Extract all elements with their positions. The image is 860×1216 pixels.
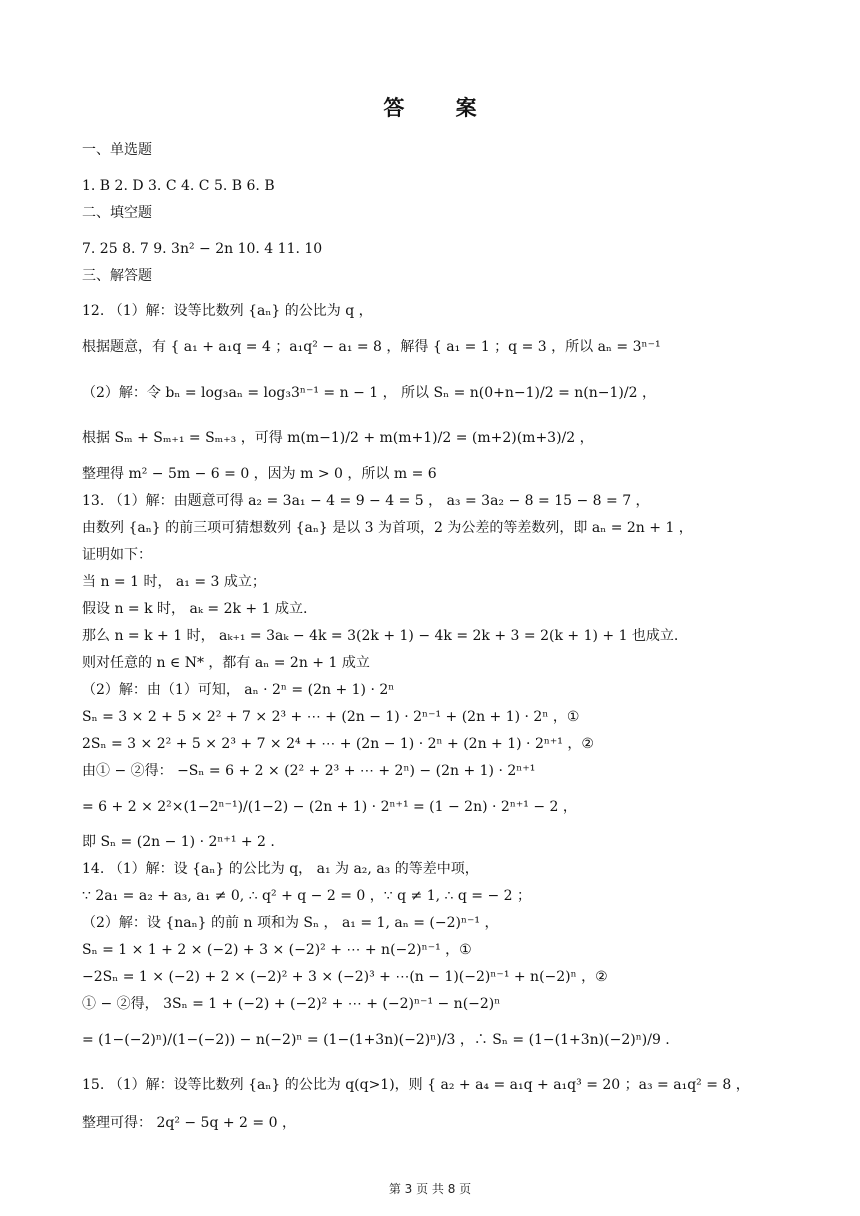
solution-line: ∵ 2a₁ = a₂ + a₃, a₁ ≠ 0, ∴ q² + q − 2 = 0 ，∵ q ≠ 1, ∴ q = − 2 ； bbox=[82, 888, 531, 904]
solution-line: 由数列 {aₙ} 的前三项可猜想数列 {aₙ} 是以 3 为首项，2 为公差的等差数列，即 aₙ = 2n + 1 ， bbox=[82, 520, 693, 536]
solution-line: 13. （1）解：由题意可得 a₂ = 3a₁ − 4 = 9 − 4 = 5 ， a₃ = 3a₂ − 8 = 15 − 8 = 7 ， bbox=[82, 493, 650, 509]
solution-line: 则对任意的 n ∈ N* ，都有 aₙ = 2n + 1 成立 bbox=[82, 655, 370, 671]
solution-line: （2）解：令 bₙ = log₃aₙ = log₃3ⁿ⁻¹ = n − 1 ， 所以 Sₙ = n(0+n−1)/2 = n(n−1)/2 ， bbox=[82, 385, 656, 401]
solution-line: 证明如下： bbox=[82, 547, 152, 563]
solution-line: 2Sₙ = 3 × 2² + 5 × 2³ + 7 × 2⁴ + ⋯ + (2n − 1) · 2ⁿ + (2n + 1) · 2ⁿ⁺¹ ，② bbox=[82, 736, 594, 752]
solution-line: 根据 Sₘ + Sₘ₊₁ = Sₘ₊₃ ，可得 m(m−1)/2 + m(m+1)/2 = (m+2)(m+3)/2 ， bbox=[82, 430, 594, 446]
section-heading: 三、解答题 bbox=[82, 268, 152, 284]
solution-line: （2）解：设 {naₙ} 的前 n 项和为 Sₙ ， a₁ = 1, aₙ = (−2)ⁿ⁻¹ ， bbox=[82, 915, 499, 931]
solution-line: Sₙ = 1 × 1 + 2 × (−2) + 3 × (−2)² + ⋯ + n(−2)ⁿ⁻¹ ，① bbox=[82, 942, 472, 958]
solution-line: 整理可得： 2q² − 5q + 2 = 0 ， bbox=[82, 1115, 296, 1131]
answer-line: 7. 25 8. 7 9. 3n² − 2n 10. 4 11. 10 bbox=[82, 241, 323, 257]
solution-line: ① − ②得， 3Sₙ = 1 + (−2) + (−2)² + ⋯ + (−2)ⁿ⁻¹ − n(−2)ⁿ bbox=[82, 996, 501, 1012]
page-title: 答 案 bbox=[383, 96, 499, 120]
solution-line: 12. （1）解：设等比数列 {aₙ} 的公比为 q ， bbox=[82, 303, 373, 319]
page-footer: 第 3 页 共 8 页 bbox=[388, 1182, 472, 1196]
solution-line: （2）解：由（1）可知， aₙ · 2ⁿ = (2n + 1) · 2ⁿ bbox=[82, 682, 395, 698]
section-heading: 一、单选题 bbox=[82, 142, 152, 158]
solution-line: 根据题意，有 { a₁ + a₁q = 4 ；a₁q² − a₁ = 8 ，解得 { a₁ = 1 ；q = 3 ，所以 aₙ = 3ⁿ⁻¹ bbox=[82, 339, 661, 355]
answer-line: 1. B 2. D 3. C 4. C 5. B 6. B bbox=[82, 178, 275, 194]
solution-line: = 6 + 2 × 2²×(1−2ⁿ⁻¹)/(1−2) − (2n + 1) · 2ⁿ⁺¹ = (1 − 2n) · 2ⁿ⁺¹ − 2 ， bbox=[82, 799, 577, 815]
solution-line: 那么 n = k + 1 时， aₖ₊₁ = 3aₖ − 4k = 3(2k + 1) − 4k = 2k + 3 = 2(k + 1) + 1 也成立. bbox=[82, 628, 679, 644]
solution-line: 整理得 m² − 5m − 6 = 0 ，因为 m > 0 ，所以 m = 6 bbox=[82, 466, 437, 482]
solution-line: 假设 n = k 时， aₖ = 2k + 1 成立. bbox=[82, 601, 308, 617]
solution-line: = (1−(−2)ⁿ)/(1−(−2)) − n(−2)ⁿ = (1−(1+3n)(−2)ⁿ)/3 ，∴ Sₙ = (1−(1+3n)(−2)ⁿ)/9 . bbox=[82, 1032, 670, 1048]
solution-line: 14. （1）解：设 {aₙ} 的公比为 q， a₁ 为 a₂, a₃ 的等差中项， bbox=[82, 861, 479, 877]
solution-line: 当 n = 1 时， a₁ = 3 成立； bbox=[82, 574, 266, 590]
solution-line: 15. （1）解：设等比数列 {aₙ} 的公比为 q(q>1)，则 { a₂ + a₄ = a₁q + a₁q³ = 20 ；a₃ = a₁q² = 8 ， bbox=[82, 1077, 750, 1093]
solution-line: 由① − ②得： −Sₙ = 6 + 2 × (2² + 2³ + ⋯ + 2ⁿ) − (2n + 1) · 2ⁿ⁺¹ bbox=[82, 763, 536, 779]
section-heading: 二、填空题 bbox=[82, 205, 152, 221]
solution-line: 即 Sₙ = (2n − 1) · 2ⁿ⁺¹ + 2 . bbox=[82, 834, 275, 850]
solution-line: Sₙ = 3 × 2 + 5 × 2² + 7 × 2³ + ⋯ + (2n − 1) · 2ⁿ⁻¹ + (2n + 1) · 2ⁿ ，① bbox=[82, 709, 580, 725]
solution-line: −2Sₙ = 1 × (−2) + 2 × (−2)² + 3 × (−2)³ + ⋯(n − 1)(−2)ⁿ⁻¹ + n(−2)ⁿ ，② bbox=[82, 969, 608, 985]
